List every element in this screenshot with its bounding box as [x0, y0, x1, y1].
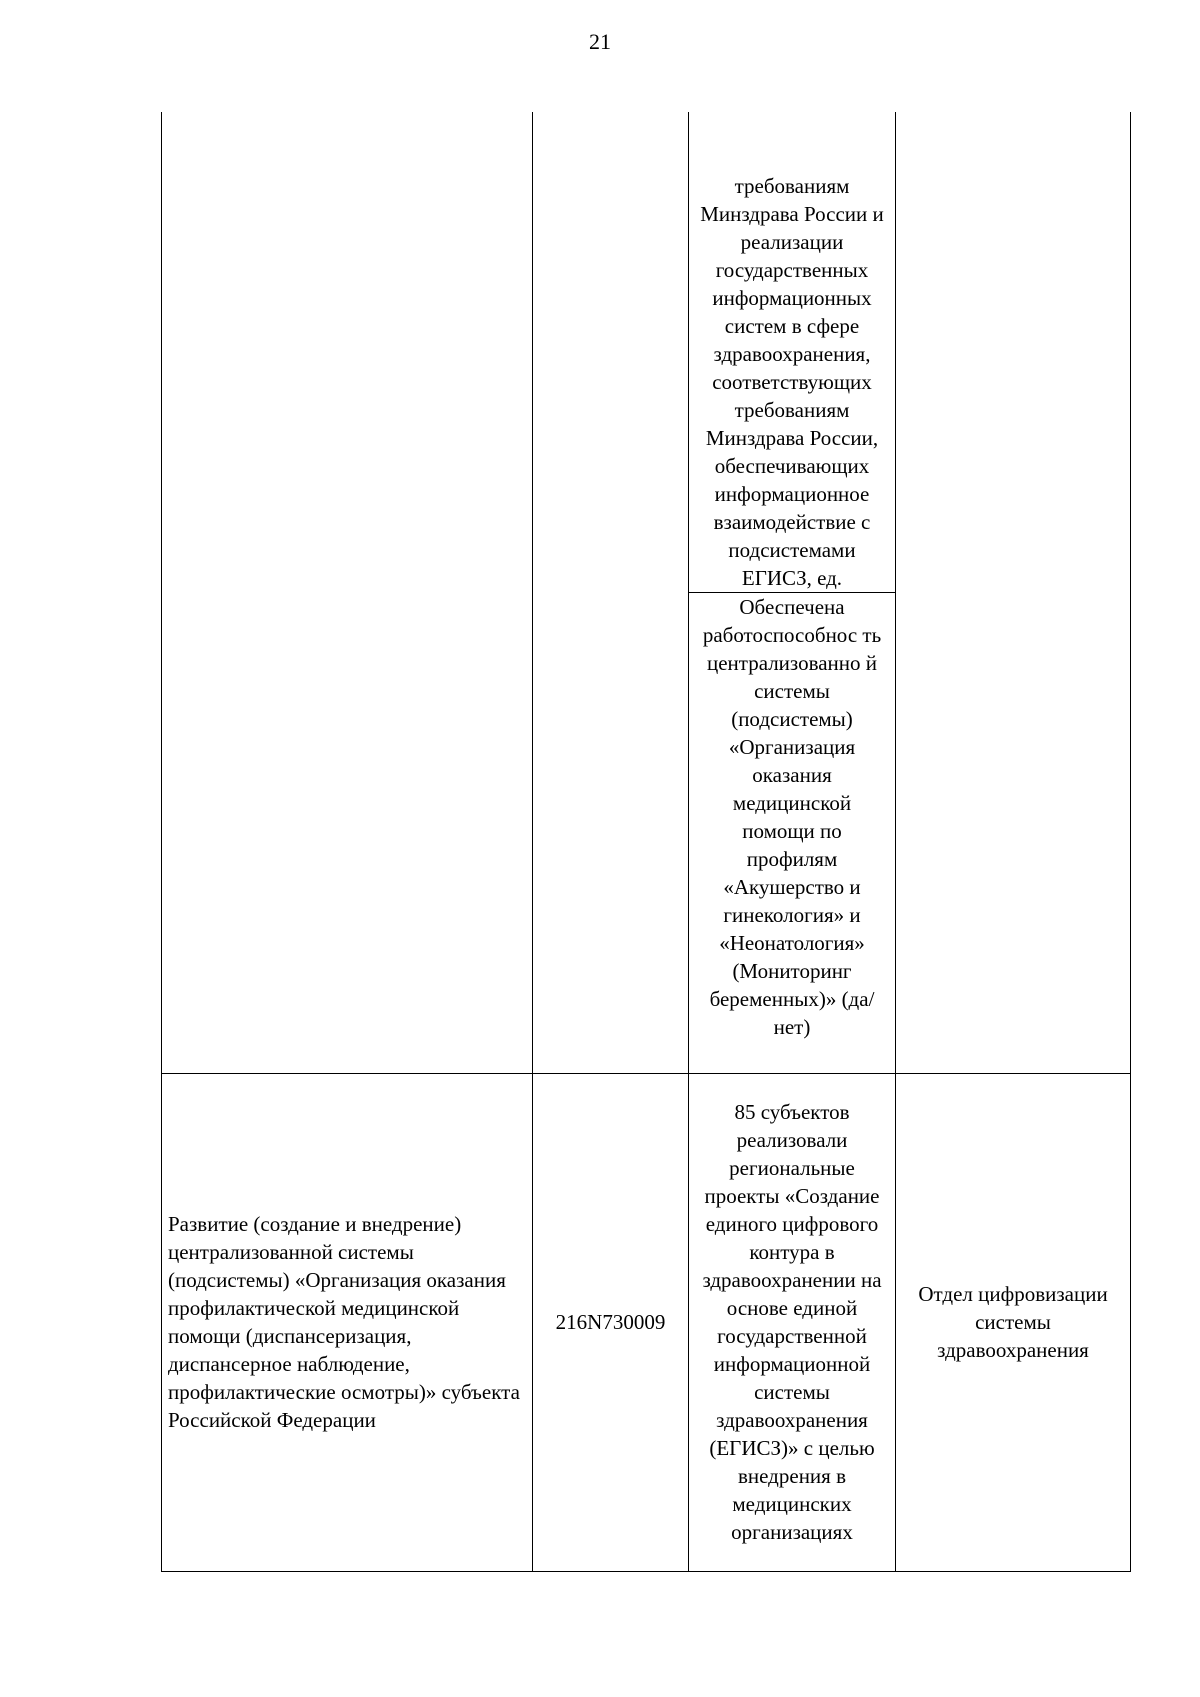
table-cell-indicator-2: Обеспечена работоспособнос ть централизованно й системы (подсистемы) «Организация оказания медицинской помощи по профилям «Акушерство и гинекология» и «Неонатология» (Мониторинг беременных)» (да/нет)	[689, 592, 896, 1073]
program-table	[161, 112, 1131, 1572]
table-cell-responsible-empty	[896, 112, 1131, 1073]
table-cell-indicator: 85 субъектов реализовали региональные проекты «Создание единого цифрового контура в здравоохранении на основе единой государственной информационной системы здравоохранения (ЕГИСЗ)» с целью внедрения в медицинских организациях	[689, 1073, 896, 1571]
table-cell-indicator-1: требованиям Минздрава России и реализации государственных информационных систем в сфере здравоохранения, соответствующих требованиям Минздрава России, обеспечивающих информационное взаимодействие с подсистемами ЕГИСЗ, ед.	[689, 112, 896, 592]
table-cell-code-empty	[533, 112, 689, 1073]
table-row-continued	[162, 112, 1131, 592]
table-cell-name-empty	[162, 112, 533, 1073]
table-cell-code: 216N730009	[533, 1073, 689, 1571]
table-row	[162, 1073, 1131, 1571]
page-number: 21	[589, 29, 611, 54]
table-cell-name: Развитие (создание и внедрение) централизованной системы (подсистемы) «Организация оказания профилактической медицинской помощи (диспансеризация, диспансерное наблюдение, профилактические осмотры)» субъекта Российской Федерации	[162, 1073, 533, 1571]
table-cell-responsible: Отдел цифровизации системы здравоохранения	[896, 1073, 1131, 1571]
